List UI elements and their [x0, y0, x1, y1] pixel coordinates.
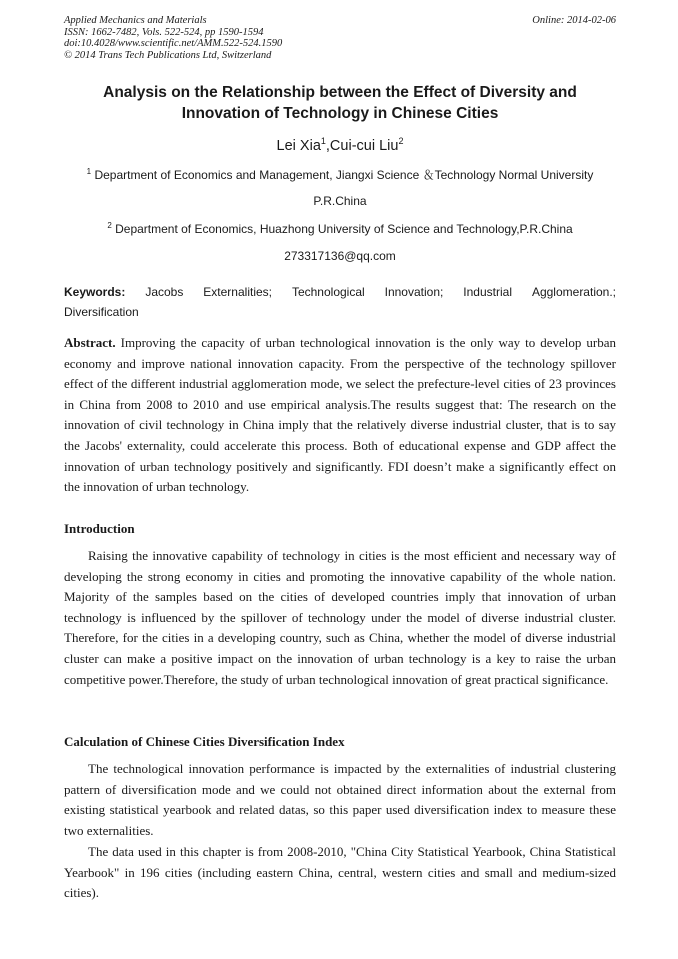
abstract [64, 333, 616, 498]
abstract-label: Abstract. [64, 335, 116, 350]
calculation-paragraph-1: The technological innovation performance is impacted by the externalities of industrial clustering pattern of diversification mode and we could not obtained direct information about the external from existing statistical yearbook and related datas, so this paper used diversification index to measure these two externalities. [64, 761, 616, 838]
section-heading-calculation: Calculation of Chinese Cities Diversification Index [64, 734, 345, 749]
keywords [64, 282, 616, 322]
author-2: ,Cui-cui Liu [325, 138, 399, 154]
affiliation-1-mark: 1 [86, 167, 92, 176]
online-date: Online: 2014-02-06 [532, 15, 616, 26]
copyright-line: © 2014 Trans Tech Publications Ltd, Switzerland [64, 49, 272, 61]
abstract-text: Improving the capacity of urban technological innovation is the only way to develop urban economy and improve national innovation capacity. From the perspective of the technology spillover effect of the different industrial agglomeration mode, we select the prefecture-level cities of 23 provinces in China from 2008 to 2010 and use empirical analysis.The results suggest that: The research on the innovation of civil technology in China imply that the relatively diverse industrial cluster, that is to say the Jacobs' externality, could accelerate this process. Both of educational expense and GDP affect the innovation of urban technology positively and significantly. FDI doesn’t make a significantly effect on the innovation of urban technology. [64, 335, 616, 495]
title-line-1: Analysis on the Relationship between the Effect of Diversity and [103, 84, 577, 101]
author-1: Lei Xia [276, 138, 321, 154]
keywords-label: Keywords: [64, 285, 126, 299]
affiliation-1-text: Department of Economics and Management, Jiangxi Science ＆Technology Normal University [91, 168, 594, 182]
affiliation-1 [64, 166, 616, 183]
keywords-row [64, 282, 616, 302]
author-2-affil-mark: 2 [398, 136, 404, 146]
affiliation-2-mark: 2 [107, 221, 112, 230]
keyword: Technological [291, 285, 365, 299]
introduction-paragraph: Raising the innovative capability of technology in cities is the most efficient and necessary way of developing the strong economy in cities and promoting the innovative capability of the whole nation. Majority of the samples based on the cities of developed countries imply that innovation of urban technology is influenced by the spillover of technology under the model of diverse industrial cluster. Therefore, for the cities in a developing country, such as China, whether the model of diverse industrial cluster can make a positive impact on the innovation of urban technology is a key to raise the urban competitive power.Therefore, the study of urban technological innovation of great practical significance. [64, 548, 616, 687]
journal-header [64, 15, 616, 61]
section-heading-introduction: Introduction [64, 521, 135, 536]
contact-email: 273317136@qq.com [284, 249, 396, 263]
affiliation-2 [64, 221, 616, 236]
author-list [64, 136, 616, 154]
calculation-paragraph-2: The data used in this chapter is from 2008-2010, "China City Statistical Yearbook, China Statistical Yearbook" in 196 cities (including eastern China, central, western cities and small and medium-sized cities). [64, 844, 616, 901]
affiliation-2-text: Department of Economics, Huazhong University of Science and Technology,P.R.China [111, 222, 573, 236]
doi-line: doi:10.4028/www.scientific.net/AMM.522-524.1590 [64, 38, 283, 49]
paper-title [64, 82, 616, 124]
affiliation-1-country: P.R.China [313, 194, 367, 208]
keyword: Externalities; [203, 285, 272, 299]
keyword: Diversification [64, 305, 139, 319]
keyword: Innovation; [384, 285, 444, 299]
keyword: Industrial [463, 285, 512, 299]
author-1-affil-mark: 1 [320, 136, 326, 146]
issn-line: ISSN: 1662-7482, Vols. 522-524, pp 1590-1594 [64, 26, 264, 38]
keyword: Jacobs [145, 285, 184, 299]
journal-name: Applied Mechanics and Materials [64, 15, 207, 26]
title-line-2: Innovation of Technology in Chinese Cities [181, 105, 499, 122]
keyword: Agglomeration.; [531, 285, 616, 299]
